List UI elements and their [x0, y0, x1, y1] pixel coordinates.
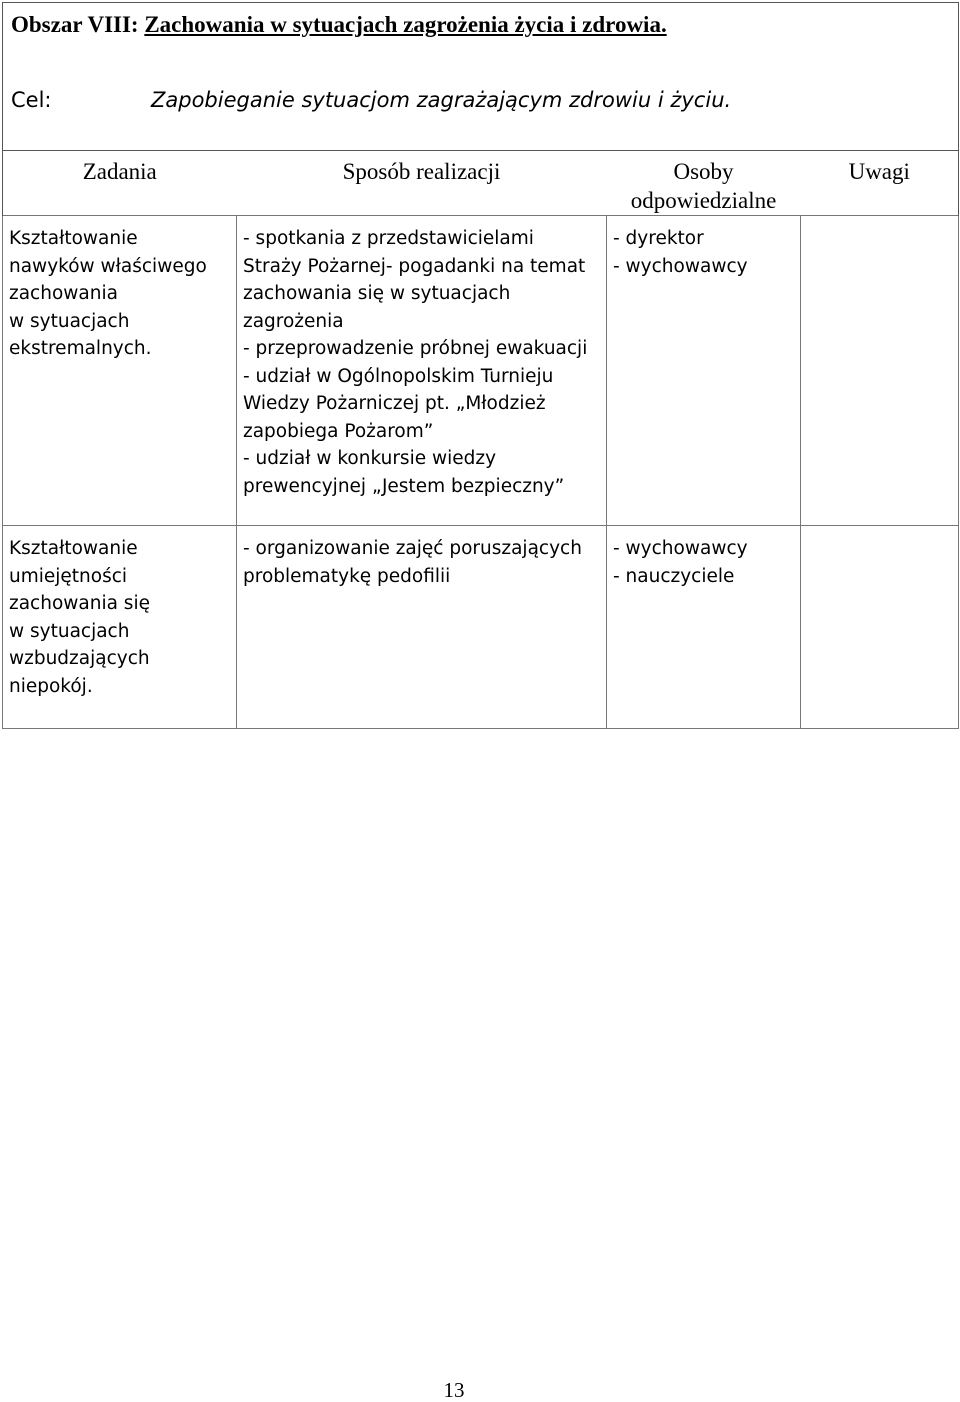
goal-value: Zapobieganie sytuacjom zagrażającym zdrowiu i życiu. — [151, 88, 732, 112]
header-responsible-cell — [607, 151, 801, 216]
method-text: - organizowanie zajęć poruszających problematykę pedofilii — [243, 538, 582, 587]
title-cell — [3, 3, 959, 151]
header-tasks: Zadania — [82, 159, 157, 184]
notes-cell — [801, 526, 959, 729]
task-text: Kształtowanie nawyków właściwego zachowania w sytuacjach ekstremalnych. — [9, 228, 207, 359]
responsible-text: - wychowawcy - nauczyciele — [613, 538, 748, 587]
method-cell — [237, 216, 607, 526]
area-title — [11, 11, 667, 39]
responsible-cell — [607, 216, 801, 526]
responsible-text: - dyrektor - wychowawcy — [613, 228, 748, 277]
notes-text — [801, 216, 958, 225]
title-row — [3, 3, 959, 151]
task-text: Kształtowanie umiejętności zachowania się w sytuacjach wzbudzających niepokój. — [9, 538, 150, 697]
table-row — [3, 216, 959, 526]
header-method: Sposób realizacji — [342, 159, 501, 184]
notes-cell — [801, 216, 959, 526]
task-cell — [3, 216, 237, 526]
task-cell — [3, 526, 237, 729]
header-notes: Uwagi — [848, 159, 910, 184]
header-responsible: Osoby odpowiedzialne — [630, 159, 777, 213]
table-row — [3, 526, 959, 729]
goal-label: Cel: — [11, 88, 52, 112]
header-tasks-cell — [3, 151, 237, 216]
notes-text — [801, 526, 958, 535]
area-title-prefix: Obszar VIII: — [11, 12, 145, 37]
page-number: 13 — [443, 1378, 465, 1402]
area-title-name: Zachowania w sytuacjach zagrożenia życia i zdrowia. — [144, 12, 667, 37]
header-method-cell — [237, 151, 607, 216]
plan-table — [2, 2, 959, 729]
responsible-cell — [607, 526, 801, 729]
method-cell — [237, 526, 607, 729]
header-row — [3, 151, 959, 216]
header-notes-cell — [801, 151, 959, 216]
method-text: - spotkania z przedstawicielami Straży Pożarnej- pogadanki na temat zachowania się w sytuacjach zagrożenia - przeprowadzenie próbnej ewakuacji - udział w Ogólnopolskim Turnieju Wiedzy Pożarniczej pt. „Młodzież zapobiega Pożarom” - udział w konkursie wiedzy prewencyjnej „Jestem bezpieczny” — [243, 228, 588, 497]
